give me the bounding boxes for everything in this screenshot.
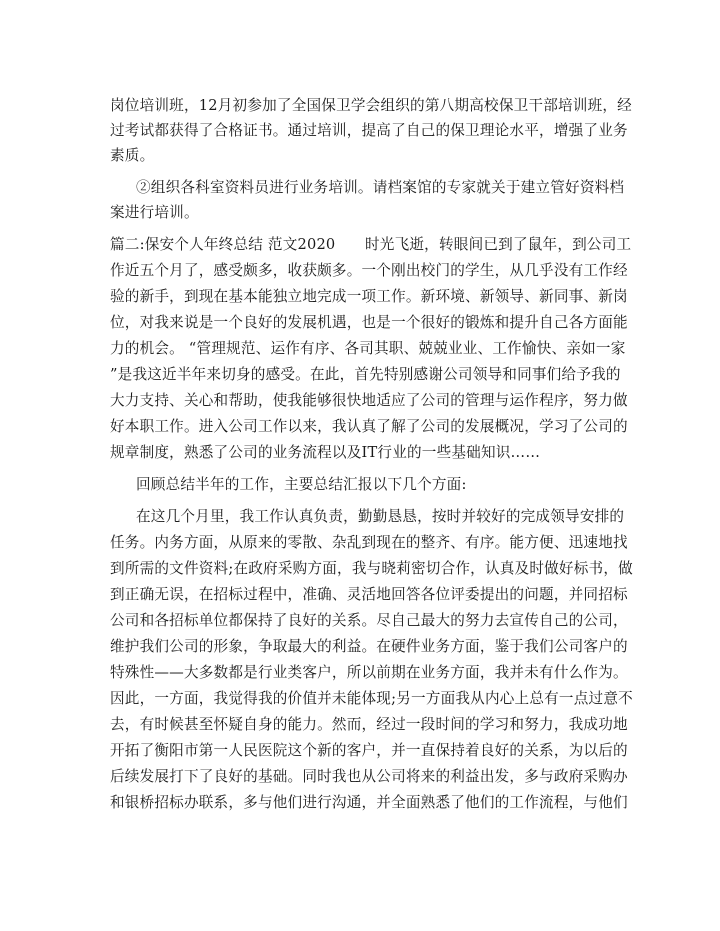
text-line: 开拓了衡阳市第一人民医院这个新的客户，并一直保持着良好的关系，为以后的 xyxy=(110,742,628,759)
text-line: 力的机会。 “管理规范、运作有序、各司其职、兢兢业业、工作愉快、亲如一家 xyxy=(110,340,626,357)
text-line: 去，有时候甚至怀疑自身的能力。然而，经过一段时间的学习和努力，我成功地 xyxy=(110,716,628,733)
text-line: 验的新手，到现在基本能独立地完成一项工作。新环境、新领导、新同事、新岗 xyxy=(110,288,628,305)
text-line: 维护我们公司的形象，争取最大的利益。在硬件业务方面，鉴于我们公司客户的 xyxy=(110,638,628,655)
text-line: 在这几个月里，我工作认真负责，勤勤恳恳，按时并较好的完成领导安排的 xyxy=(136,508,625,525)
text-line: 大力支持、关心和帮助，使我能够很快地适应了公司的管理与运作程序，努力做 xyxy=(110,392,628,409)
text-line: 和银桥招标办联系，多与他们进行沟通，并全面熟悉了他们的工作流程，与他们 xyxy=(110,794,628,811)
text-line: 素质。 xyxy=(110,147,155,164)
text-line: 篇二:保安个人年终总结 范文2020 时光飞逝，转眼间已到了鼠年，到公司工 xyxy=(110,236,632,253)
text-line: 案进行培训。 xyxy=(110,204,199,221)
text-line: ②组织各科室资料员进行业务培训。请档案馆的专家就关于建立管好资料档 xyxy=(136,179,625,196)
text-line: 好本职工作。进入公司工作以来，我认真了解了公司的发展概况，学习了公司的 xyxy=(110,418,628,435)
text-line: 过考试都获得了合格证书。通过培训，提高了自己的保卫理论水平，增强了业务 xyxy=(110,122,628,139)
text-line: 因此，一方面，我觉得我的价值并未能体现;另一方面我从内心上总有一点过意不 xyxy=(110,690,633,707)
text-line: 岗位培训班，12月初参加了全国保卫学会组织的第八期高校保卫干部培训班，经 xyxy=(110,97,632,114)
text-line: 后续发展打下了良好的基础。同时我也从公司将来的利益出发，多与政府采购办 xyxy=(110,768,628,785)
text-line: 特殊性——大多数都是行业类客户，所以前期在业务方面，我并未有什么作为。 xyxy=(110,664,628,681)
text-line: 位，对我来说是一个良好的发展机遇，也是一个很好的锻炼和提升自己各方面能 xyxy=(110,314,628,331)
text-line: 到所需的文件资料;在政府采购方面，我与晓莉密切合作，认真及时做好标书，做 xyxy=(110,560,633,577)
text-line: ”是我这近半年来切身的感受。在此，首先特别感谢公司领导和同事们给予我的 xyxy=(110,366,621,383)
text-line: 公司和各招标单位都保持了良好的关系。尽自己最大的努力去宣传自己的公司， xyxy=(110,612,628,629)
text-line: 回顾总结半年的工作，主要总结汇报以下几个方面: xyxy=(136,476,467,493)
text-line: 任务。内务方面，从原来的零散、杂乱到现在的整齐、有序。能方便、迅速地找 xyxy=(110,534,628,551)
text-line: 规章制度，熟悉了公司的业务流程以及IT行业的一些基础知识…… xyxy=(110,444,541,461)
text-line: 到正确无误，在招标过程中，准确、灵活地回答各位评委提出的问题，并同招标 xyxy=(110,586,628,603)
text-line: 作近五个月了，感受颇多，收获颇多。一个刚出校门的学生，从几乎没有工作经 xyxy=(110,262,628,279)
